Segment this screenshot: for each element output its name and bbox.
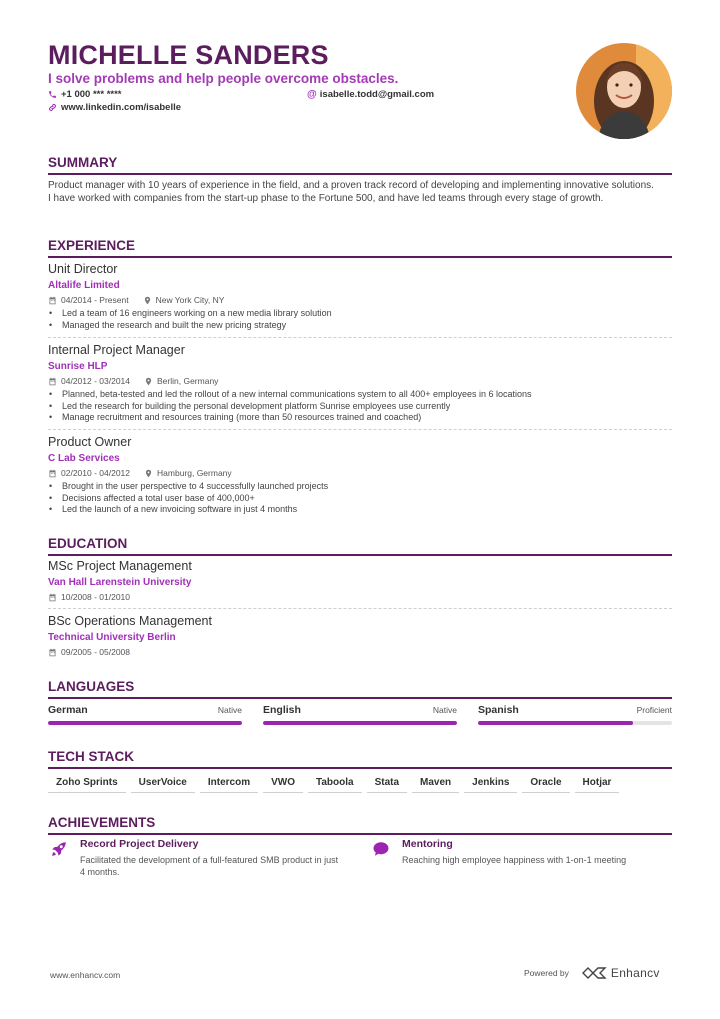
achievement-title: Mentoring bbox=[402, 838, 453, 850]
job-company: C Lab Services bbox=[48, 453, 120, 464]
phone-contact bbox=[48, 89, 121, 100]
job-company: Altalife Limited bbox=[48, 280, 120, 291]
job-entry bbox=[48, 262, 672, 331]
job-bullet: • Led the launch of a new invoicing software in just 4 months bbox=[48, 504, 672, 516]
tech-tag: VWO bbox=[263, 776, 303, 793]
divider bbox=[48, 608, 672, 609]
calendar-icon bbox=[48, 593, 57, 602]
job-bullet: • Brought in the user perspective to 4 successfully launched projects bbox=[48, 481, 672, 493]
location-pin-icon bbox=[144, 469, 153, 478]
footer-branding bbox=[524, 966, 660, 980]
tech-tag: Maven bbox=[412, 776, 459, 793]
tech-tag: UserVoice bbox=[131, 776, 195, 793]
school-name: Technical University Berlin bbox=[48, 632, 176, 643]
language-bar-fill bbox=[48, 721, 242, 725]
job-location: Berlin, Germany bbox=[157, 376, 219, 386]
job-bullet: • Manage recruitment and resources training (more than 50 resources trained and coached) bbox=[48, 412, 672, 424]
linkedin-contact[interactable] bbox=[48, 102, 181, 113]
job-bullet: • Led a team of 16 engineers working on a new media library solution bbox=[48, 308, 672, 320]
link-icon bbox=[48, 103, 57, 112]
tech-tags bbox=[48, 776, 624, 793]
profile-photo bbox=[576, 43, 672, 139]
achievement-title: Record Project Delivery bbox=[80, 838, 199, 850]
at-icon: @ bbox=[307, 89, 317, 100]
summary-heading: SUMMARY bbox=[48, 155, 672, 175]
job-location: New York City, NY bbox=[155, 295, 225, 305]
language-item bbox=[48, 704, 242, 725]
calendar-icon bbox=[48, 469, 57, 478]
language-bar bbox=[478, 721, 672, 725]
education-dates: 10/2008 - 01/2010 bbox=[61, 592, 131, 602]
job-bullet: • Led the research for building the personal development platform Sunrise employees use currently bbox=[48, 401, 672, 413]
tagline: I solve problems and help people overcome obstacles. bbox=[48, 71, 399, 86]
job-entry bbox=[48, 343, 672, 424]
languages-heading: LANGUAGES bbox=[48, 679, 672, 699]
tech-tag: Zoho Sprints bbox=[48, 776, 126, 793]
divider bbox=[48, 429, 672, 430]
degree-title: MSc Project Management bbox=[48, 559, 192, 573]
degree-title: BSc Operations Management bbox=[48, 614, 212, 628]
language-name: German bbox=[48, 704, 88, 716]
language-item bbox=[478, 704, 672, 725]
job-company: Sunrise HLP bbox=[48, 361, 108, 372]
language-name: English bbox=[263, 704, 301, 716]
enhancv-brand[interactable]: Enhancv bbox=[610, 966, 660, 980]
email-text[interactable]: isabelle.todd@gmail.com bbox=[319, 89, 435, 100]
email-contact[interactable] bbox=[307, 89, 434, 100]
job-bullet: • Planned, beta-tested and led the rollout of a new internal communications system to all 400+ employees in 6 locations bbox=[48, 389, 672, 401]
phone-text: +1 000 *** **** bbox=[61, 89, 122, 100]
phone-icon bbox=[48, 90, 57, 99]
achievements-heading: ACHIEVEMENTS bbox=[48, 815, 672, 835]
candidate-name: MICHELLE SANDERS bbox=[48, 40, 329, 70]
job-bullet: • Managed the research and built the new pricing strategy bbox=[48, 320, 672, 332]
education-dates: 09/2005 - 05/2008 bbox=[61, 647, 131, 657]
achievement-item bbox=[50, 838, 340, 878]
calendar-icon bbox=[48, 296, 57, 305]
tech-tag: Jenkins bbox=[464, 776, 517, 793]
language-bar bbox=[263, 721, 457, 725]
enhancv-logo-icon bbox=[581, 966, 607, 980]
tech-tag: Taboola bbox=[308, 776, 362, 793]
tech-tag: Intercom bbox=[200, 776, 258, 793]
education-entry bbox=[48, 614, 672, 657]
education-entry bbox=[48, 559, 672, 602]
speech-bubble-icon bbox=[372, 840, 390, 858]
school-name: Van Hall Larenstein University bbox=[48, 577, 192, 588]
language-level: Native bbox=[432, 705, 457, 715]
achievement-item bbox=[372, 838, 662, 866]
language-bar-fill bbox=[263, 721, 457, 725]
calendar-icon bbox=[48, 648, 57, 657]
divider bbox=[48, 337, 672, 338]
achievement-desc: Reaching high employee happiness with 1-on-1 meeting bbox=[402, 855, 627, 865]
footer-site[interactable]: www.enhancv.com bbox=[50, 970, 121, 980]
job-dates: 04/2012 - 03/2014 bbox=[61, 376, 131, 386]
calendar-icon bbox=[48, 377, 57, 386]
job-location: Hamburg, Germany bbox=[157, 468, 232, 478]
tech-tag: Stata bbox=[367, 776, 407, 793]
powered-by-text: Powered by bbox=[524, 968, 569, 978]
language-item bbox=[263, 704, 457, 725]
tech-tag: Hotjar bbox=[575, 776, 620, 793]
job-dates: 04/2014 - Present bbox=[61, 295, 129, 305]
rocket-icon bbox=[50, 840, 68, 858]
achievement-desc: Facilitated the development of a full-featured SMB product in just 4 months. bbox=[80, 855, 339, 877]
job-entry bbox=[48, 435, 672, 516]
language-level: Native bbox=[217, 705, 242, 715]
language-bar bbox=[48, 721, 242, 725]
location-pin-icon bbox=[143, 296, 152, 305]
tech-stack-heading: TECH STACK bbox=[48, 749, 672, 769]
language-name: Spanish bbox=[478, 704, 519, 716]
linkedin-text[interactable]: www.linkedin.com/isabelle bbox=[61, 102, 182, 113]
language-bar-fill bbox=[478, 721, 633, 725]
location-pin-icon bbox=[144, 377, 153, 386]
education-heading: EDUCATION bbox=[48, 536, 672, 556]
summary-text: Product manager with 10 years of experience in the field, and a proven track record of developing and implementing innovative solutions. I have worked with companies from the start-up phase to the Fortune 500, and have led teams through every stage of growth. bbox=[48, 180, 654, 204]
job-dates: 02/2010 - 04/2012 bbox=[61, 468, 131, 478]
job-title: Unit Director bbox=[48, 262, 118, 276]
job-title: Internal Project Manager bbox=[48, 343, 185, 357]
job-bullet: • Decisions affected a total user base of 400,000+ bbox=[48, 493, 672, 505]
tech-tag: Oracle bbox=[522, 776, 569, 793]
language-level: Proficient bbox=[636, 705, 672, 715]
job-title: Product Owner bbox=[48, 435, 132, 449]
experience-heading: EXPERIENCE bbox=[48, 238, 672, 258]
